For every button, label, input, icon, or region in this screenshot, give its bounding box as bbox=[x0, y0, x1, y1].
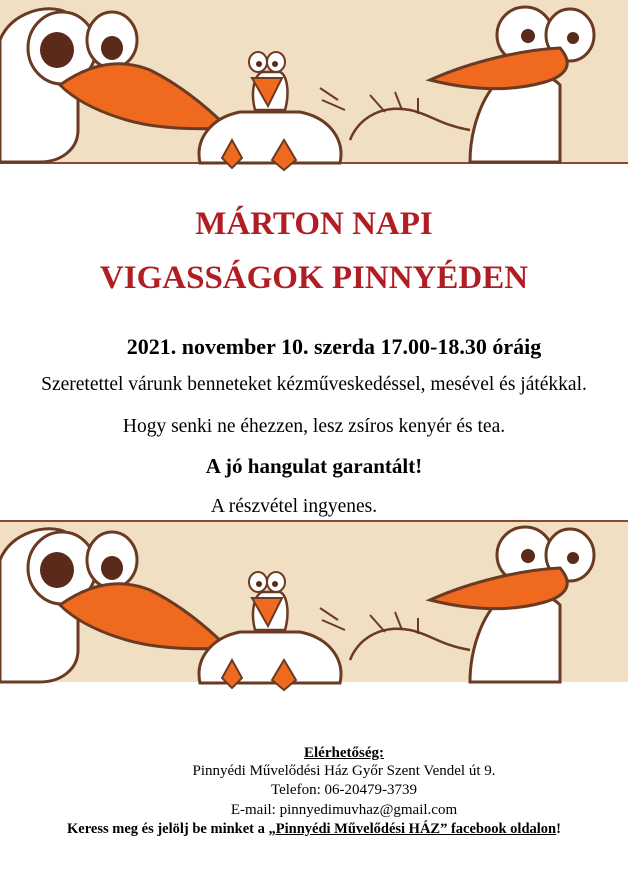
bottom-geese-banner bbox=[0, 520, 628, 692]
event-invitation-text: Szeretettel várunk benneteket kézműveskedéssel, mesével és játékkal. bbox=[41, 374, 587, 395]
geese-illustration-bottom bbox=[0, 520, 628, 692]
contact-heading: Elérhetőség: bbox=[304, 745, 384, 761]
facebook-page-link[interactable]: „Pinnyédi Művelődési HÁZ” facebook oldalon bbox=[268, 821, 557, 837]
contact-email: E-mail: pinnyedimuvhaz@gmail.com bbox=[230, 802, 458, 818]
event-participation-text: A részvétel ingyenes. bbox=[210, 496, 378, 517]
geese-illustration-top bbox=[0, 0, 628, 172]
event-date-time: 2021. november 10. szerda 17.00-18.30 óráig bbox=[126, 334, 542, 359]
event-title-line-2: VIGASSÁGOK PINNYÉDEN bbox=[99, 260, 529, 296]
event-mood-text: A jó hangulat garantált! bbox=[205, 454, 423, 478]
contact-facebook-line bbox=[0, 820, 628, 839]
facebook-prefix: Keress meg és jelölj be minket a bbox=[67, 821, 269, 837]
top-geese-banner bbox=[0, 0, 628, 172]
contact-phone: Telefon: 06-20479-3739 bbox=[270, 782, 417, 798]
facebook-suffix: ! bbox=[556, 821, 561, 837]
contact-address: Pinnyédi Művelődési Ház Győr Szent Vendel út 9. bbox=[192, 763, 496, 779]
event-food-text: Hogy senki ne éhezzen, lesz zsíros kenyér és tea. bbox=[122, 416, 506, 437]
event-title-line-1: MÁRTON NAPI bbox=[195, 206, 433, 242]
